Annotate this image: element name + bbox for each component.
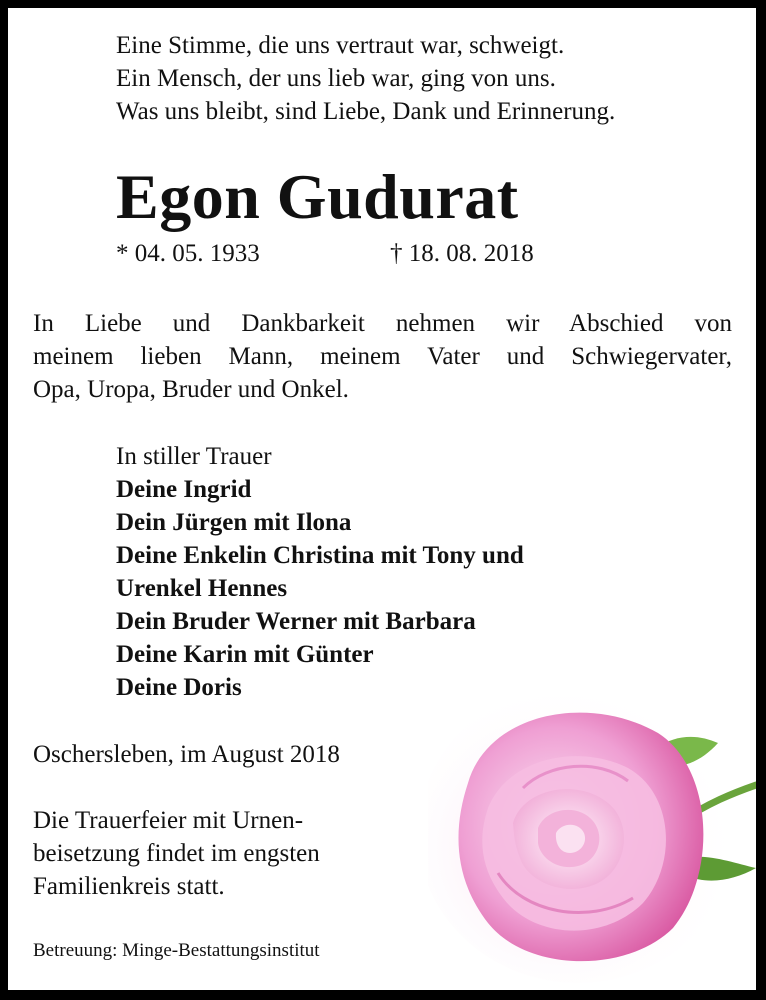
farewell-line-1: In Liebe und Dankbarkeit nehmen wir Abschied von <box>33 310 732 337</box>
mourner-name: Dein Bruder Werner mit Barbara <box>116 608 476 635</box>
deceased-name: Egon Gudurat <box>116 161 519 232</box>
verse-line-2: Ein Mensch, der uns lieb war, ging von uns. <box>116 65 556 92</box>
mourner-name: Deine Karin mit Günter <box>116 641 374 668</box>
birth-date: * 04. 05. 1933 <box>116 240 260 267</box>
obituary-notice <box>8 8 756 990</box>
mourners-intro: In stiller Trauer <box>116 443 272 470</box>
place-date: Oschersleben, im August 2018 <box>33 741 340 768</box>
rose-image <box>428 663 756 990</box>
ceremony-line-2: beisetzung findet im engsten <box>33 840 320 867</box>
farewell-line-3: Opa, Uropa, Bruder und Onkel. <box>33 376 349 403</box>
ceremony-line-3: Familienkreis statt. <box>33 873 225 900</box>
death-date: † 18. 08. 2018 <box>390 240 534 267</box>
verse-line-3: Was uns bleibt, sind Liebe, Dank und Erinnerung. <box>116 98 616 125</box>
mourner-name: Deine Enkelin Christina mit Tony und <box>116 542 524 569</box>
farewell-line-2: meinem lieben Mann, meinem Vater und Schwiegervater, <box>33 343 732 370</box>
ceremony-line-1: Die Trauerfeier mit Urnen- <box>33 807 304 834</box>
mourner-name: Urenkel Hennes <box>116 575 288 602</box>
mourner-name: Deine Doris <box>116 674 242 701</box>
mourner-name: Dein Jürgen mit Ilona <box>116 509 352 536</box>
verse-line-1: Eine Stimme, die uns vertraut war, schweigt. <box>116 32 565 59</box>
mourner-name: Deine Ingrid <box>116 476 252 503</box>
funeral-home: Betreuung: Minge-Bestattungsinstitut <box>33 940 320 961</box>
